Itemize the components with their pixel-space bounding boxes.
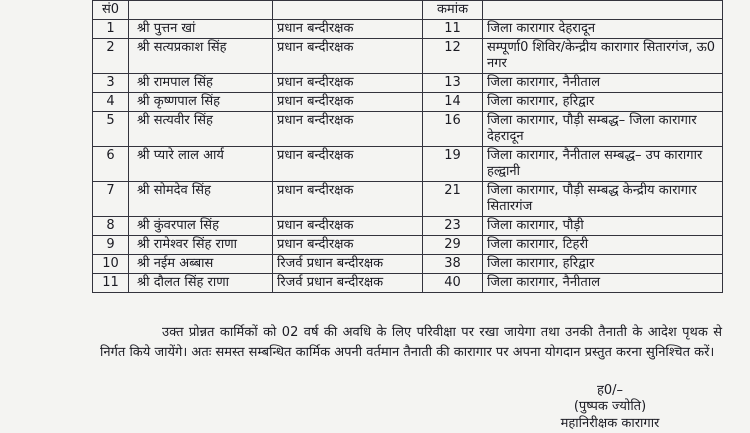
table-row	[93, 93, 723, 112]
row-sn: 10	[93, 255, 129, 274]
signatory-designation: महानिरीक्षक कारागार	[560, 416, 660, 431]
row-name: श्री पुत्तन खां	[129, 20, 273, 39]
row-designation: प्रधान बन्दीरक्षक	[273, 74, 423, 93]
row-serial: 23	[423, 217, 483, 236]
header-sn: सं0	[93, 1, 129, 20]
row-posting: जिला कारागार, पौड़ी सम्बद्ध– जिला कारागार देहरादून	[483, 112, 723, 147]
row-serial: 11	[423, 20, 483, 39]
row-posting: जिला कारागार, नैनीताल सम्बद्ध– उप कारागार हल्द्वानी	[483, 147, 723, 182]
table-row	[93, 182, 723, 217]
row-serial: 29	[423, 236, 483, 255]
table-row	[93, 20, 723, 39]
table-row	[93, 217, 723, 236]
row-serial: 40	[423, 274, 483, 293]
row-name: श्री रामेश्वर सिंह राणा	[129, 236, 273, 255]
row-sn: 7	[93, 182, 129, 217]
row-posting: सम्पूर्णा0 शिविर/केन्द्रीय कारागार सितारगंज, ऊ0 नगर	[483, 39, 723, 74]
row-serial: 16	[423, 112, 483, 147]
table-row	[93, 147, 723, 182]
promotion-table	[92, 0, 723, 293]
row-designation: प्रधान बन्दीरक्षक	[273, 93, 423, 112]
row-posting: जिला कारागार, पौड़ी	[483, 217, 723, 236]
instruction-paragraph: उक्त प्रोन्नत कार्मिकों को 02 वर्ष की अवधि के लिए परिवीक्षा पर रखा जायेगा तथा उनकी तैनाती के आदेश पृथक से निर्गत किये जायेंगे। अतः समस्त सम्बन्धित कार्मिक अपनी वर्तमान तैनाती की कारागार पर अपना योगदान प्रस्तुत करना सुनिश्चित करें।	[100, 325, 722, 360]
row-name: श्री सत्यवीर सिंह	[129, 112, 273, 147]
row-posting: जिला कारागार, टिहरी	[483, 236, 723, 255]
row-sn: 8	[93, 217, 129, 236]
table-row	[93, 112, 723, 147]
row-sn: 5	[93, 112, 129, 147]
row-name: श्री सत्यप्रकाश सिंह	[129, 39, 273, 74]
row-designation: प्रधान बन्दीरक्षक	[273, 217, 423, 236]
row-posting: जिला कारागार, हरिद्वार	[483, 255, 723, 274]
row-serial: 38	[423, 255, 483, 274]
row-posting: जिला कारागार देहरादून	[483, 20, 723, 39]
row-serial: 14	[423, 93, 483, 112]
table-header-row	[93, 1, 723, 20]
row-name: श्री रामपाल सिंह	[129, 74, 273, 93]
row-designation: प्रधान बन्दीरक्षक	[273, 39, 423, 74]
row-serial: 19	[423, 147, 483, 182]
row-sn: 6	[93, 147, 129, 182]
header-serial: कमांक	[423, 1, 483, 20]
row-designation: रिजर्व प्रधान बन्दीरक्षक	[273, 274, 423, 293]
header-posting	[483, 1, 723, 20]
table-row	[93, 39, 723, 74]
table-row	[93, 74, 723, 93]
row-designation: प्रधान बन्दीरक्षक	[273, 112, 423, 147]
row-sn: 2	[93, 39, 129, 74]
table-row	[93, 236, 723, 255]
table-row	[93, 255, 723, 274]
row-sn: 1	[93, 20, 129, 39]
row-name: श्री सोमदेव सिंह	[129, 182, 273, 217]
header-designation	[273, 1, 423, 20]
row-name: श्री प्यारे लाल आर्य	[129, 147, 273, 182]
row-sn: 3	[93, 74, 129, 93]
row-designation: प्रधान बन्दीरक्षक	[273, 182, 423, 217]
row-designation: प्रधान बन्दीरक्षक	[273, 236, 423, 255]
row-name: श्री दौलत सिंह राणा	[129, 274, 273, 293]
row-sn: 11	[93, 274, 129, 293]
signature-mark: ह0/–	[596, 383, 624, 398]
row-designation: रिजर्व प्रधान बन्दीरक्षक	[273, 255, 423, 274]
row-name: श्री नईम अब्बास	[129, 255, 273, 274]
table-row	[93, 274, 723, 293]
signatory-name: (पुष्पक ज्योति)	[573, 399, 647, 414]
row-posting: जिला कारागार, पौड़ी सम्बद्ध केन्द्रीय कारागार सितारगंज	[483, 182, 723, 217]
row-serial: 21	[423, 182, 483, 217]
row-name: श्री कुंवरपाल सिंह	[129, 217, 273, 236]
row-sn: 9	[93, 236, 129, 255]
row-sn: 4	[93, 93, 129, 112]
row-designation: प्रधान बन्दीरक्षक	[273, 147, 423, 182]
row-serial: 13	[423, 74, 483, 93]
row-posting: जिला कारागार, नैनीताल	[483, 274, 723, 293]
header-name	[129, 1, 273, 20]
row-posting: जिला कारागार, हरिद्वार	[483, 93, 723, 112]
row-name: श्री कृष्णपाल सिंह	[129, 93, 273, 112]
row-posting: जिला कारागार, नैनीताल	[483, 74, 723, 93]
row-designation: प्रधान बन्दीरक्षक	[273, 20, 423, 39]
row-serial: 12	[423, 39, 483, 74]
